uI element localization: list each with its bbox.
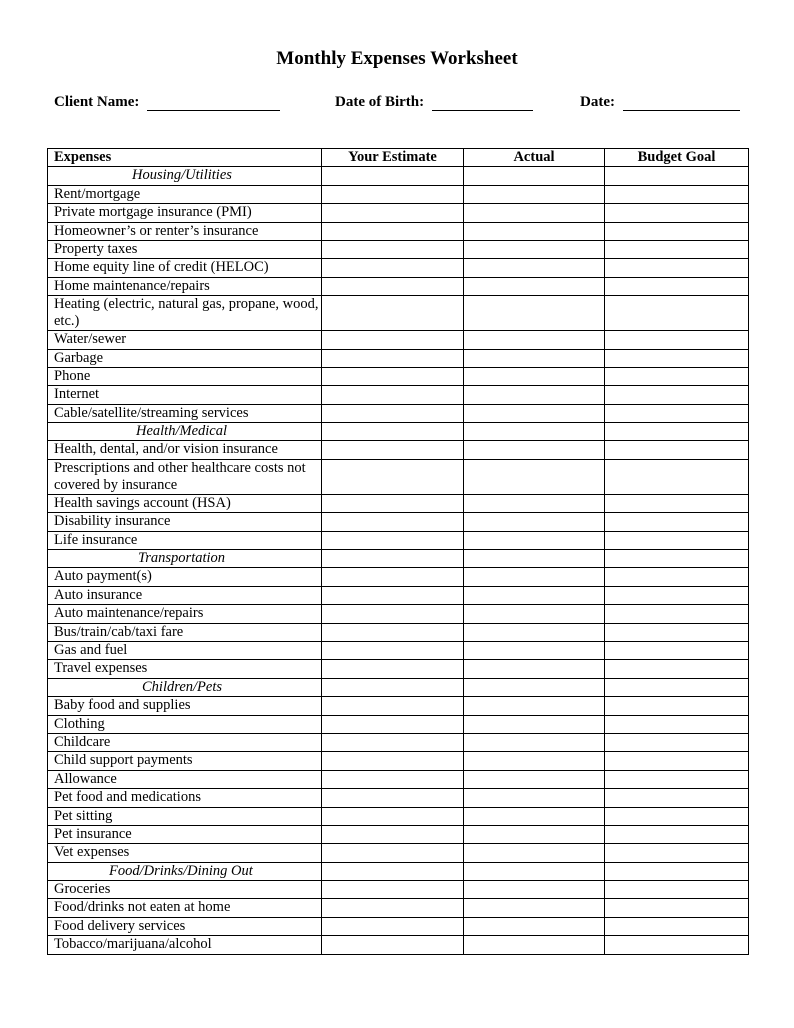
your-estimate-cell[interactable] <box>322 752 464 770</box>
table-row <box>48 331 749 349</box>
your-estimate-cell[interactable] <box>322 296 464 331</box>
budget-goal-cell[interactable] <box>605 660 749 678</box>
category-row <box>48 862 749 880</box>
expense-label: Allowance <box>48 770 322 788</box>
actual-cell[interactable] <box>464 204 605 222</box>
table-header-row <box>48 149 749 167</box>
expense-label: Tobacco/marijuana/alcohol <box>48 936 322 954</box>
column-header-budget-goal: Budget Goal <box>605 149 749 167</box>
column-header-your-estimate: Your Estimate <box>322 149 464 167</box>
expense-label: Internet <box>48 386 322 404</box>
budget-goal-cell[interactable] <box>605 167 749 185</box>
your-estimate-cell[interactable] <box>322 660 464 678</box>
budget-goal-cell[interactable] <box>605 899 749 917</box>
actual-cell[interactable] <box>464 789 605 807</box>
your-estimate-cell[interactable] <box>322 862 464 880</box>
budget-goal-cell[interactable] <box>605 259 749 277</box>
budget-goal-cell[interactable] <box>605 733 749 751</box>
budget-goal-cell[interactable] <box>605 697 749 715</box>
table-row <box>48 441 749 459</box>
budget-goal-cell[interactable] <box>605 185 749 203</box>
table-row <box>48 917 749 935</box>
budget-goal-cell[interactable] <box>605 715 749 733</box>
your-estimate-cell[interactable] <box>322 423 464 441</box>
category-row <box>48 423 749 441</box>
client-name-label: Client Name: <box>54 94 140 110</box>
table-row <box>48 715 749 733</box>
expense-label: Cable/satellite/streaming services <box>48 404 322 422</box>
your-estimate-cell[interactable] <box>322 459 464 494</box>
actual-cell[interactable] <box>464 568 605 586</box>
actual-cell[interactable] <box>464 936 605 954</box>
actual-cell[interactable] <box>464 277 605 295</box>
table-row <box>48 277 749 295</box>
table-row <box>48 204 749 222</box>
your-estimate-cell[interactable] <box>322 531 464 549</box>
table-row <box>48 586 749 604</box>
budget-goal-cell[interactable] <box>605 386 749 404</box>
expenses-table <box>47 148 749 955</box>
your-estimate-cell[interactable] <box>322 259 464 277</box>
expense-label: Clothing <box>48 715 322 733</box>
budget-goal-cell[interactable] <box>605 586 749 604</box>
your-estimate-cell[interactable] <box>322 568 464 586</box>
expense-label: Homeowner’s or renter’s insurance <box>48 222 322 240</box>
your-estimate-cell[interactable] <box>322 167 464 185</box>
actual-cell[interactable] <box>464 752 605 770</box>
your-estimate-cell[interactable] <box>322 586 464 604</box>
expense-label: Property taxes <box>48 240 322 258</box>
expense-label: Life insurance <box>48 531 322 549</box>
actual-cell[interactable] <box>464 185 605 203</box>
category-row <box>48 550 749 568</box>
actual-cell[interactable] <box>464 404 605 422</box>
category-row <box>48 167 749 185</box>
category-label <box>48 423 322 441</box>
your-estimate-cell[interactable] <box>322 917 464 935</box>
expense-label: Pet food and medications <box>48 789 322 807</box>
actual-cell[interactable] <box>464 349 605 367</box>
actual-cell[interactable] <box>464 862 605 880</box>
actual-cell[interactable] <box>464 660 605 678</box>
budget-goal-cell[interactable] <box>605 862 749 880</box>
client-name-field <box>54 94 280 111</box>
budget-goal-cell[interactable] <box>605 770 749 788</box>
your-estimate-cell[interactable] <box>322 404 464 422</box>
table-row <box>48 185 749 203</box>
actual-cell[interactable] <box>464 678 605 696</box>
table-row <box>48 641 749 659</box>
budget-goal-cell[interactable] <box>605 331 749 349</box>
your-estimate-cell[interactable] <box>322 697 464 715</box>
table-row <box>48 513 749 531</box>
budget-goal-cell[interactable] <box>605 349 749 367</box>
expense-label: Health savings account (HSA) <box>48 494 322 512</box>
date-input-line[interactable] <box>623 96 740 111</box>
budget-goal-cell[interactable] <box>605 807 749 825</box>
expense-label: Prescriptions and other healthcare costs not covered by insurance <box>48 459 322 494</box>
budget-goal-cell[interactable] <box>605 531 749 549</box>
expense-label: Pet sitting <box>48 807 322 825</box>
actual-cell[interactable] <box>464 459 605 494</box>
table-row <box>48 349 749 367</box>
date-field <box>580 94 740 111</box>
actual-cell[interactable] <box>464 296 605 331</box>
actual-cell[interactable] <box>464 844 605 862</box>
budget-goal-cell[interactable] <box>605 844 749 862</box>
table-row <box>48 296 749 331</box>
table-row <box>48 807 749 825</box>
table-row <box>48 386 749 404</box>
actual-cell[interactable] <box>464 733 605 751</box>
expense-label: Auto maintenance/repairs <box>48 605 322 623</box>
client-name-input-line[interactable] <box>147 96 280 111</box>
client-info-fields <box>0 94 794 116</box>
expense-label: Travel expenses <box>48 660 322 678</box>
expense-label: Private mortgage insurance (PMI) <box>48 204 322 222</box>
your-estimate-cell[interactable] <box>322 733 464 751</box>
actual-cell[interactable] <box>464 531 605 549</box>
category-label <box>48 678 322 696</box>
table-row <box>48 844 749 862</box>
table-row <box>48 770 749 788</box>
table-row <box>48 259 749 277</box>
actual-cell[interactable] <box>464 494 605 512</box>
your-estimate-cell[interactable] <box>322 277 464 295</box>
category-row <box>48 678 749 696</box>
budget-goal-cell[interactable] <box>605 441 749 459</box>
expense-label: Water/sewer <box>48 331 322 349</box>
budget-goal-cell[interactable] <box>605 936 749 954</box>
table-row <box>48 404 749 422</box>
actual-cell[interactable] <box>464 715 605 733</box>
table-row <box>48 881 749 899</box>
budget-goal-cell[interactable] <box>605 881 749 899</box>
actual-cell[interactable] <box>464 697 605 715</box>
table-row <box>48 697 749 715</box>
category-label <box>48 862 322 880</box>
table-row <box>48 240 749 258</box>
table-row <box>48 568 749 586</box>
actual-cell[interactable] <box>464 423 605 441</box>
budget-goal-cell[interactable] <box>605 423 749 441</box>
actual-cell[interactable] <box>464 386 605 404</box>
table-row <box>48 605 749 623</box>
budget-goal-cell[interactable] <box>605 789 749 807</box>
budget-goal-cell[interactable] <box>605 752 749 770</box>
budget-goal-cell[interactable] <box>605 568 749 586</box>
table-row <box>48 825 749 843</box>
actual-cell[interactable] <box>464 331 605 349</box>
category-label <box>48 550 322 568</box>
your-estimate-cell[interactable] <box>322 494 464 512</box>
expense-label: Home equity line of credit (HELOC) <box>48 259 322 277</box>
date-of-birth-field <box>335 94 533 111</box>
category-label-text: Housing/Utilities <box>132 167 232 184</box>
your-estimate-cell[interactable] <box>322 881 464 899</box>
budget-goal-cell[interactable] <box>605 550 749 568</box>
your-estimate-cell[interactable] <box>322 513 464 531</box>
expenses-table-body <box>48 167 749 954</box>
date-of-birth-label: Date of Birth: <box>335 94 425 110</box>
actual-cell[interactable] <box>464 550 605 568</box>
actual-cell[interactable] <box>464 807 605 825</box>
table-row <box>48 222 749 240</box>
your-estimate-cell[interactable] <box>322 331 464 349</box>
your-estimate-cell[interactable] <box>322 825 464 843</box>
actual-cell[interactable] <box>464 623 605 641</box>
expense-label: Health, dental, and/or vision insurance <box>48 441 322 459</box>
date-label: Date: <box>580 94 615 110</box>
budget-goal-cell[interactable] <box>605 641 749 659</box>
your-estimate-cell[interactable] <box>322 185 464 203</box>
budget-goal-cell[interactable] <box>605 623 749 641</box>
your-estimate-cell[interactable] <box>322 441 464 459</box>
your-estimate-cell[interactable] <box>322 936 464 954</box>
actual-cell[interactable] <box>464 240 605 258</box>
page-title: Monthly Expenses Worksheet <box>276 48 518 69</box>
expense-label: Disability insurance <box>48 513 322 531</box>
category-label-text: Food/Drinks/Dining Out <box>109 862 253 879</box>
expense-label: Food delivery services <box>48 917 322 935</box>
category-label-text: Transportation <box>138 550 226 567</box>
your-estimate-cell[interactable] <box>322 240 464 258</box>
table-row <box>48 623 749 641</box>
expense-label: Baby food and supplies <box>48 697 322 715</box>
budget-goal-cell[interactable] <box>605 494 749 512</box>
budget-goal-cell[interactable] <box>605 222 749 240</box>
your-estimate-cell[interactable] <box>322 605 464 623</box>
actual-cell[interactable] <box>464 367 605 385</box>
expense-label: Groceries <box>48 881 322 899</box>
table-row <box>48 660 749 678</box>
actual-cell[interactable] <box>464 513 605 531</box>
expense-label: Child support payments <box>48 752 322 770</box>
your-estimate-cell[interactable] <box>322 367 464 385</box>
your-estimate-cell[interactable] <box>322 844 464 862</box>
table-row <box>48 936 749 954</box>
actual-cell[interactable] <box>464 881 605 899</box>
actual-cell[interactable] <box>464 825 605 843</box>
table-row <box>48 899 749 917</box>
category-label-text: Children/Pets <box>142 678 223 695</box>
actual-cell[interactable] <box>464 770 605 788</box>
budget-goal-cell[interactable] <box>605 367 749 385</box>
table-row <box>48 494 749 512</box>
budget-goal-cell[interactable] <box>605 825 749 843</box>
actual-cell[interactable] <box>464 167 605 185</box>
column-header-expenses: Expenses <box>48 149 322 167</box>
actual-cell[interactable] <box>464 259 605 277</box>
expense-label: Home maintenance/repairs <box>48 277 322 295</box>
table-row <box>48 733 749 751</box>
expense-label: Food/drinks not eaten at home <box>48 899 322 917</box>
your-estimate-cell[interactable] <box>322 770 464 788</box>
expense-label: Vet expenses <box>48 844 322 862</box>
table-row <box>48 367 749 385</box>
table-row <box>48 752 749 770</box>
actual-cell[interactable] <box>464 441 605 459</box>
budget-goal-cell[interactable] <box>605 678 749 696</box>
budget-goal-cell[interactable] <box>605 204 749 222</box>
expense-label: Garbage <box>48 349 322 367</box>
your-estimate-cell[interactable] <box>322 678 464 696</box>
table-row <box>48 531 749 549</box>
your-estimate-cell[interactable] <box>322 899 464 917</box>
your-estimate-cell[interactable] <box>322 641 464 659</box>
budget-goal-cell[interactable] <box>605 296 749 331</box>
your-estimate-cell[interactable] <box>322 623 464 641</box>
your-estimate-cell[interactable] <box>322 386 464 404</box>
table-row <box>48 459 749 494</box>
your-estimate-cell[interactable] <box>322 204 464 222</box>
expense-label: Childcare <box>48 733 322 751</box>
actual-cell[interactable] <box>464 605 605 623</box>
expense-label: Pet insurance <box>48 825 322 843</box>
actual-cell[interactable] <box>464 917 605 935</box>
expense-label: Bus/train/cab/taxi fare <box>48 623 322 641</box>
your-estimate-cell[interactable] <box>322 550 464 568</box>
expense-label: Heating (electric, natural gas, propane, wood, etc.) <box>48 296 322 331</box>
table-row <box>48 789 749 807</box>
expense-label: Auto insurance <box>48 586 322 604</box>
actual-cell[interactable] <box>464 222 605 240</box>
date-of-birth-input-line[interactable] <box>432 96 533 111</box>
your-estimate-cell[interactable] <box>322 715 464 733</box>
expense-label: Gas and fuel <box>48 641 322 659</box>
category-label-text: Health/Medical <box>136 423 228 440</box>
actual-cell[interactable] <box>464 641 605 659</box>
budget-goal-cell[interactable] <box>605 513 749 531</box>
your-estimate-cell[interactable] <box>322 789 464 807</box>
budget-goal-cell[interactable] <box>605 459 749 494</box>
expense-label: Phone <box>48 367 322 385</box>
your-estimate-cell[interactable] <box>322 222 464 240</box>
budget-goal-cell[interactable] <box>605 277 749 295</box>
expense-label: Rent/mortgage <box>48 185 322 203</box>
actual-cell[interactable] <box>464 586 605 604</box>
actual-cell[interactable] <box>464 899 605 917</box>
expense-label: Auto payment(s) <box>48 568 322 586</box>
your-estimate-cell[interactable] <box>322 349 464 367</box>
budget-goal-cell[interactable] <box>605 605 749 623</box>
budget-goal-cell[interactable] <box>605 404 749 422</box>
budget-goal-cell[interactable] <box>605 240 749 258</box>
column-header-actual: Actual <box>464 149 605 167</box>
category-label <box>48 167 322 185</box>
your-estimate-cell[interactable] <box>322 807 464 825</box>
budget-goal-cell[interactable] <box>605 917 749 935</box>
